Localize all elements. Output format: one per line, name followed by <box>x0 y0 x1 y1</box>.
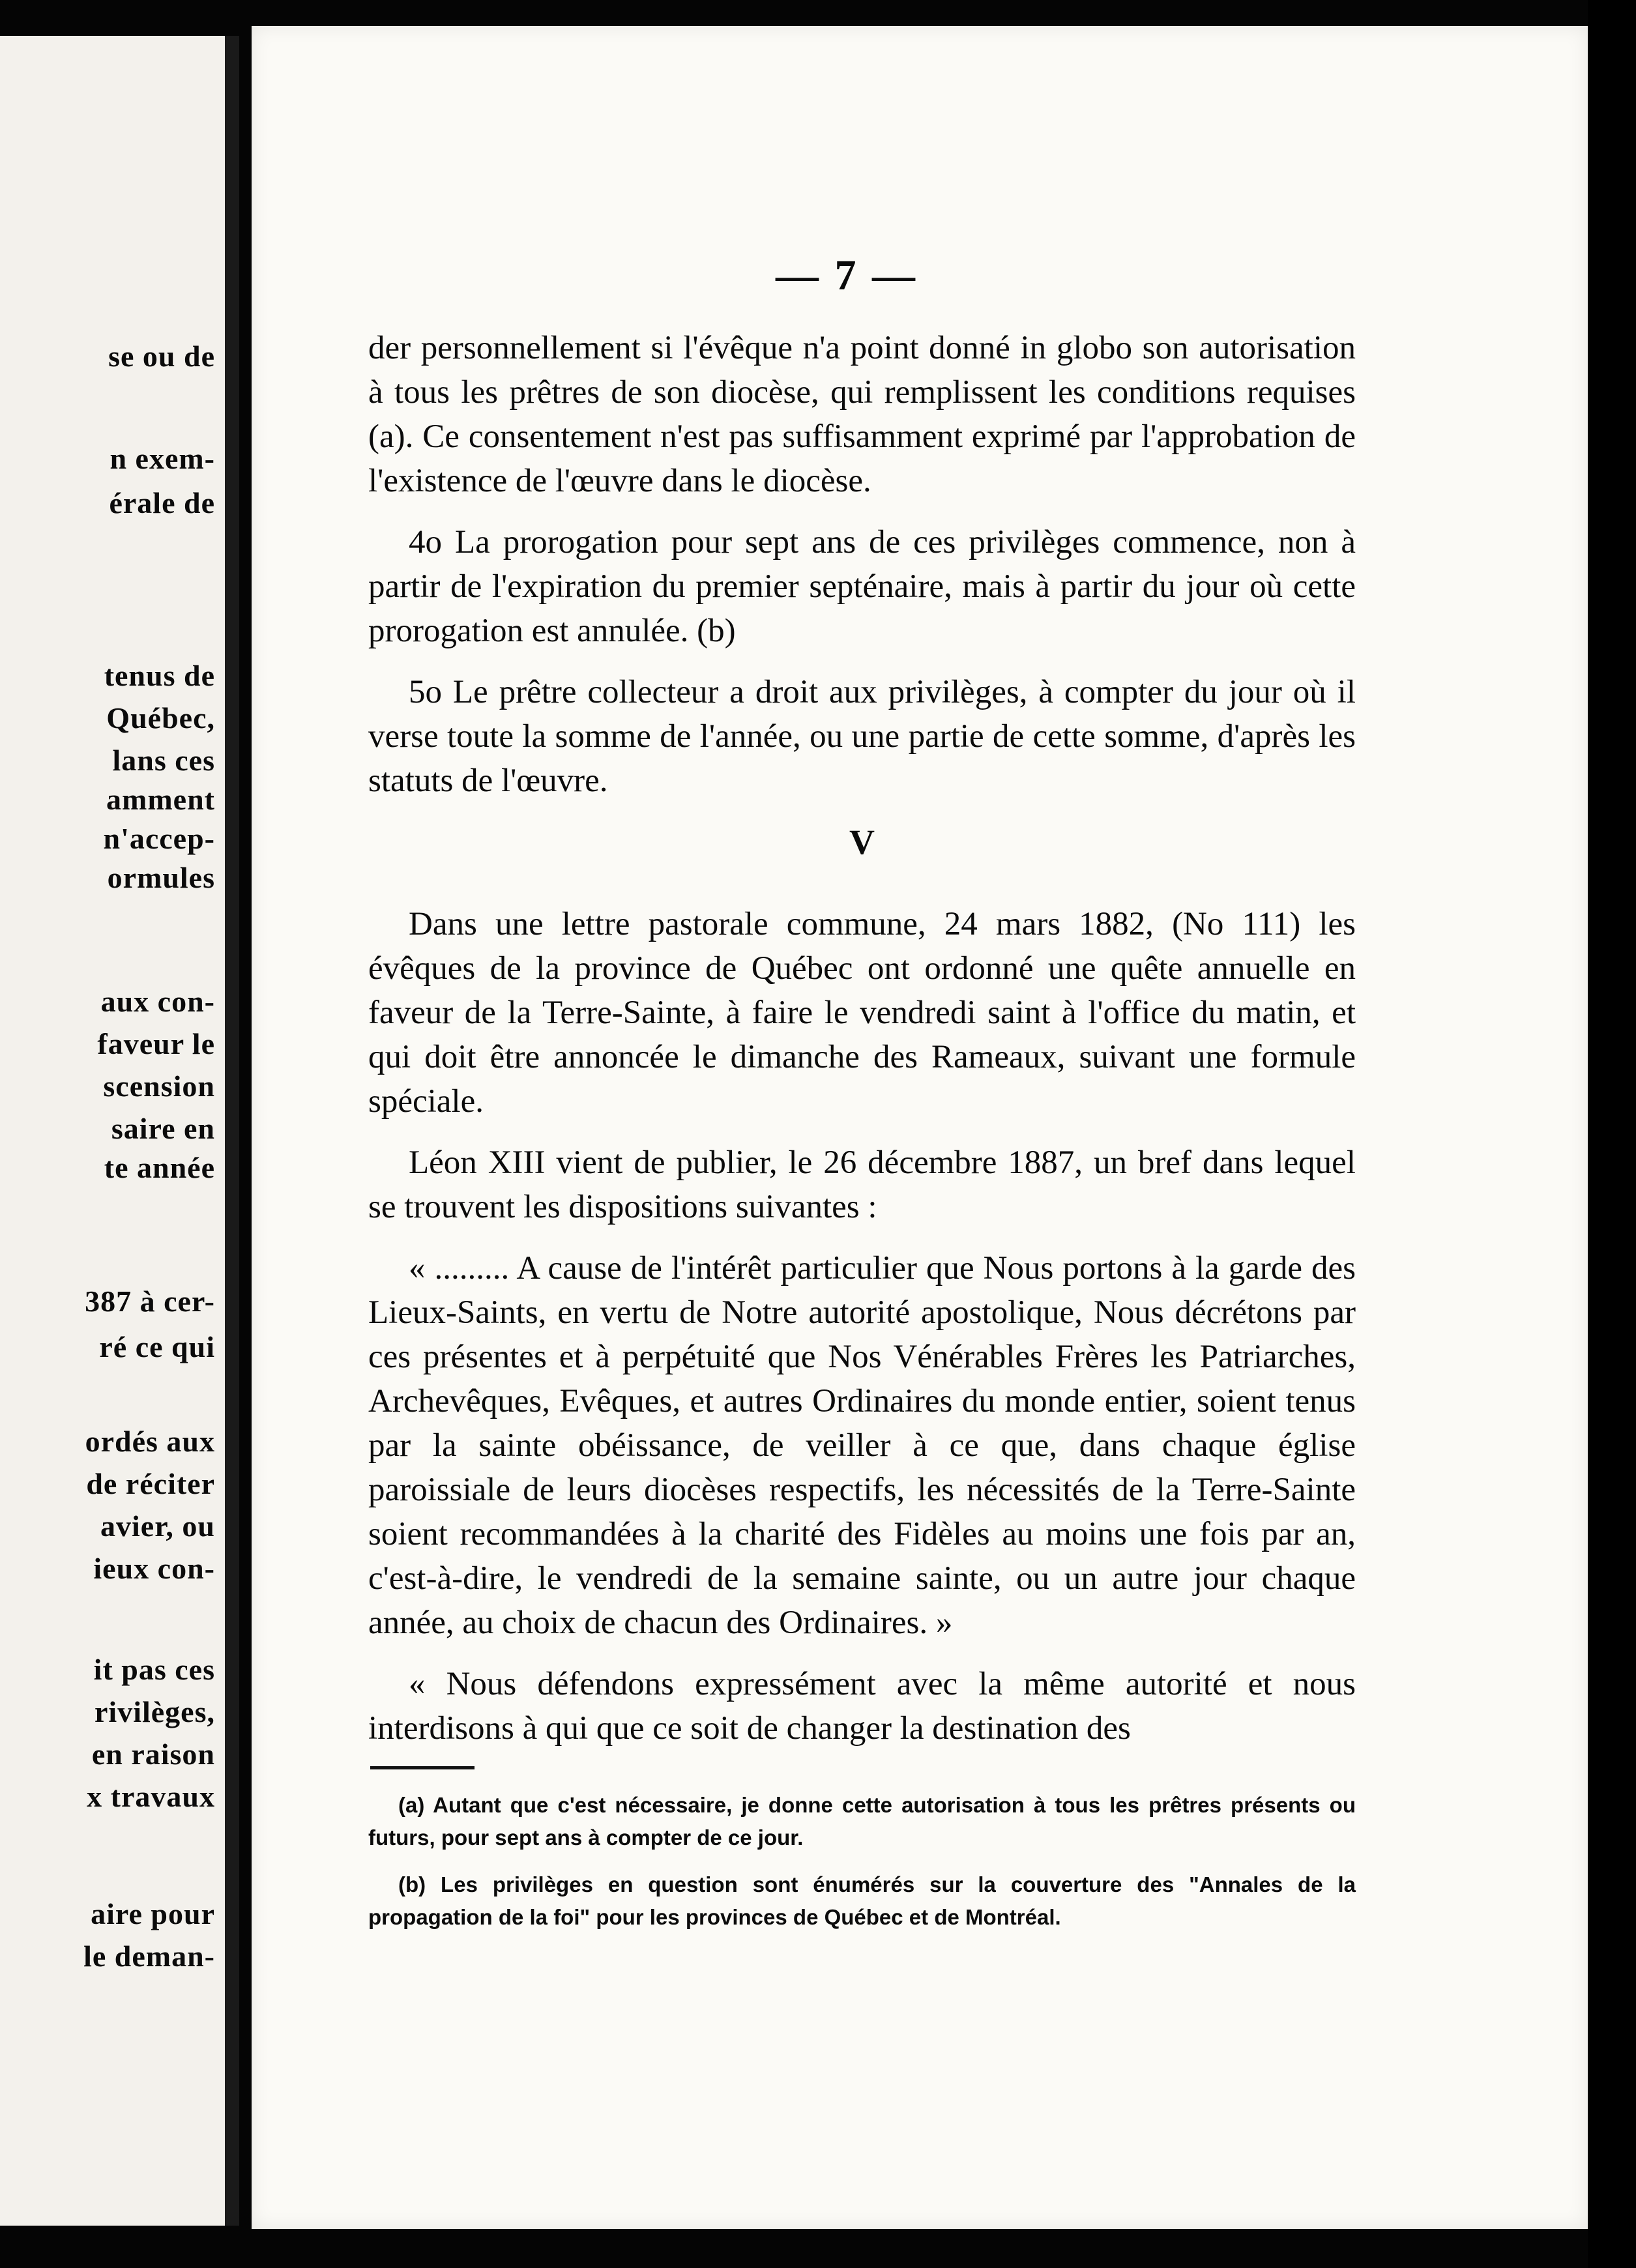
scan-border <box>1588 0 1636 2268</box>
left-text-fragment: n'accep- <box>103 822 215 855</box>
paragraph: 5o Le prêtre collecteur a droit aux privilèges, à compter du jour où il verse toute la somme de l'année, ou une partie de cette somme, d'après les statuts de l'œuvre. <box>368 674 1356 799</box>
footnotes <box>368 1789 1356 1948</box>
left-text-fragment: 387 à cer- <box>85 1285 215 1318</box>
paragraph: Dans une lettre pastorale commune, 24 mars 1882, (No 111) les évêques de la province de Québec ont ordonné une quête annuelle en faveur de la Terre-Sainte, à faire le vendredi saint à l'office du matin, et qui doit être annoncée le dimanche des Rameaux, suivant une formule spéciale. <box>368 906 1356 1120</box>
footnote-a: (a) Autant que c'est nécessaire, je donne cette autorisation à tous les prêtres présents ou futurs, pour sept ans à compter de ce jour. <box>368 1793 1356 1850</box>
left-text-fragment: se ou de <box>108 340 215 373</box>
paragraph: der personnellement si l'évêque n'a point donné in globo son autorisation à tous les prêtres de son diocèse, qui remplissent les conditions requises (a). Ce consentement n'est pas suffisamment exprimé par l'approbation de l'existence de l'œuvre dans le diocèse. <box>368 330 1356 499</box>
left-text-fragment: ieux con- <box>93 1552 215 1585</box>
left-text-fragment: le deman- <box>83 1940 215 1973</box>
left-text-fragment: aire pour <box>91 1897 215 1930</box>
left-text-fragment: avier, ou <box>100 1509 215 1543</box>
footnote-separator <box>370 1766 475 1769</box>
left-text-fragment: rivilèges, <box>95 1695 215 1728</box>
left-text-fragment: scension <box>103 1069 215 1103</box>
quote-paragraph: « ......... A cause de l'intérêt particulier que Nous portons à la garde des Lieux-Saints, en vertu de Notre autorité apostolique, Nous décrétons par ces présentes et à perpétuité que Nos Vénérables Frères les Patriarches, Archevêques, Evêques, et autres Ordinaires du monde entier, soient tenus par la sainte obéissance, de veiller à ce que, dans chaque église paroissiale de leurs diocèses respectifs, les nécessités de la Terre-Sainte soient recommandées à la charité des Fidèles au moins une fois par an, c'est-à-dire, le vendredi de la semaine sainte, ou un autre jour chaque année, au choix de chacun des Ordinaires. » <box>368 1250 1356 1641</box>
left-text-fragment: Québec, <box>106 701 215 734</box>
quote-paragraph: « Nous défendons expressément avec la même autorité et nous interdisons à qui que ce soit de changer la destination des <box>368 1666 1356 1747</box>
left-text-fragment: tenus de <box>104 659 215 692</box>
left-text-fragment: x travaux <box>87 1780 215 1813</box>
previous-page-edge <box>0 36 239 2226</box>
left-text-fragment: ordés aux <box>85 1425 215 1458</box>
left-text-fragment: saire en <box>111 1112 215 1145</box>
paragraph: 4o La prorogation pour sept ans de ces privilèges commence, non à partir de l'expiration du premier septénaire, mais à partir du jour où cette prorogation est annulée. (b) <box>368 524 1356 649</box>
left-text-fragment: lans ces <box>112 744 215 777</box>
section-heading: V <box>849 822 875 862</box>
left-text-fragment: aux con- <box>100 985 215 1018</box>
left-text-fragment: faveur le <box>97 1027 215 1060</box>
left-text-fragment: érale de <box>109 486 215 519</box>
left-text-fragment: amment <box>106 783 215 816</box>
page-body <box>368 326 1356 1767</box>
left-text-fragment: en raison <box>91 1737 215 1771</box>
left-text-fragment: ré ce qui <box>99 1330 215 1363</box>
page-number: — 7 — <box>776 252 918 299</box>
left-text-fragment: it pas ces <box>93 1653 215 1686</box>
left-text-fragment: de réciter <box>86 1467 215 1500</box>
left-text-fragment: ormules <box>107 861 215 894</box>
left-text-fragment: n exem- <box>110 442 215 475</box>
left-text-fragment: te année <box>104 1151 215 1184</box>
paragraph: Léon XIII vient de publier, le 26 décembre 1887, un bref dans lequel se trouvent les dispositions suivantes : <box>368 1144 1356 1225</box>
footnote-b: (b) Les privilèges en question sont énumérés sur la couverture des "Annales de la propagation de la foi" pour les provinces de Québec et de Montréal. <box>368 1872 1356 1929</box>
